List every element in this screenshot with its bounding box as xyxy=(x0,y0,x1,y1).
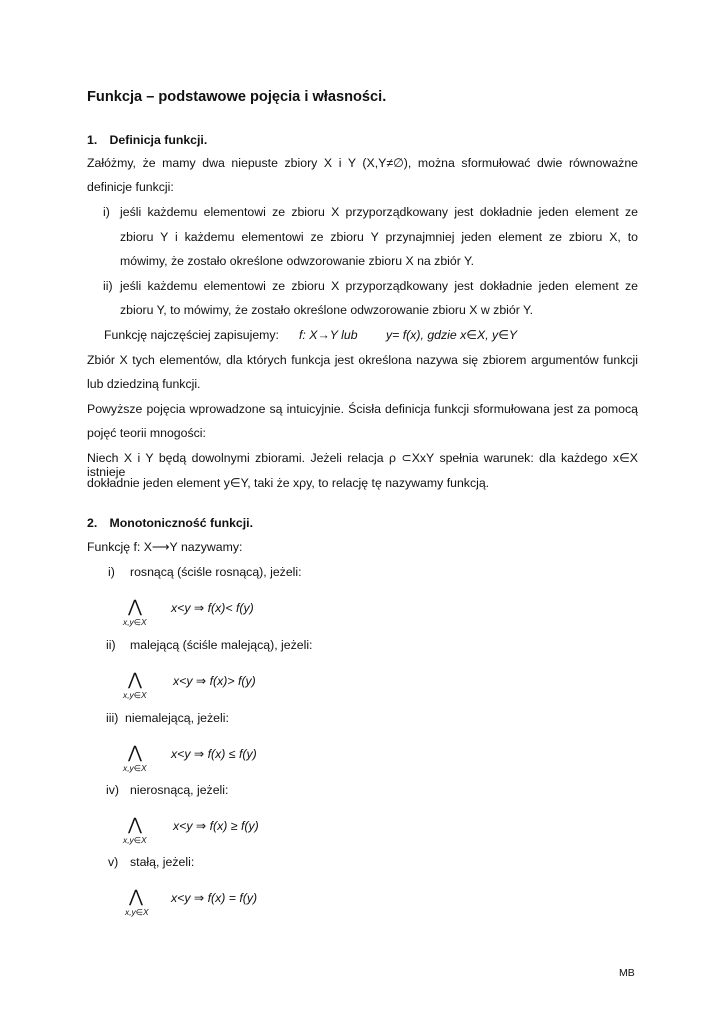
section-heading-definition: 1. Definicja funkcji. xyxy=(87,133,208,147)
quantifier-subscript: x,y∈X xyxy=(123,835,147,845)
monotonicity-formula: x<y ⇒ f(x) ≤ f(y) xyxy=(171,747,257,761)
quantifier-symbol: ⋀ xyxy=(128,670,142,689)
quantifier-symbol: ⋀ xyxy=(128,743,142,762)
monotonicity-intro: Funkcję f: X⟶Y nazywamy: xyxy=(87,540,243,554)
list-item-label: ii) xyxy=(103,279,113,293)
paragraph-intuitive: pojęć teorii mnogości: xyxy=(87,426,206,440)
monotonicity-formula: x<y ⇒ f(x)< f(y) xyxy=(171,601,254,615)
list-item-text: mówimy, że zostało określone odwzorowanie zbioru X na zbiór Y. xyxy=(120,254,475,268)
paragraph-domain: lub dziedziną funkcji. xyxy=(87,377,201,391)
paragraph-intuitive: Powyższe pojęcia wprowadzone są intuicyjnie. Ścisła definicja funkcji sformułowana jest za pomocą xyxy=(87,402,638,416)
list-item-text: niemalejącą, jeżeli: xyxy=(125,711,229,725)
list-item-text: malejącą (ściśle malejącą), jeżeli: xyxy=(130,638,313,652)
quantifier-subscript: x,y∈X xyxy=(123,690,147,700)
paragraph-relation: dokładnie jeden element y∈Y, taki że xρy, to relację tę nazywamy funkcją. xyxy=(87,476,490,490)
list-item-text: stałą, jeżeli: xyxy=(130,855,195,869)
list-item-text: rosnącą (ściśle rosnącą), jeżeli: xyxy=(130,565,302,579)
paragraph-relation: Niech X i Y będą dowolnymi zbiorami. Jeżeli relacja ρ ⊂XxY spełnia warunek: dla każdego x∈X istnieje xyxy=(87,451,638,479)
list-item-label: i) xyxy=(103,205,110,219)
notation-label: Funkcję najczęściej zapisujemy: xyxy=(104,328,279,342)
monotonicity-formula: x<y ⇒ f(x)> f(y) xyxy=(173,674,256,688)
list-item-label: iii) xyxy=(106,711,119,725)
footer-initials: MB xyxy=(619,967,635,979)
quantifier-symbol: ⋀ xyxy=(128,815,142,834)
section-heading-monotonicity: 2. Monotoniczność funkcji. xyxy=(87,516,254,530)
notation-formula: y= f(x), gdzie x∈X, y∈Y xyxy=(386,328,518,342)
paragraph-intro-line: Załóżmy, że mamy dwa niepuste zbiory X i Y (X,Y≠∅), można sformułować dwie równoważne xyxy=(87,156,638,170)
quantifier-subscript: x,y∈X xyxy=(125,907,149,917)
quantifier-symbol: ⋀ xyxy=(129,887,143,906)
monotonicity-formula: x<y ⇒ f(x) ≥ f(y) xyxy=(173,819,259,833)
list-item-text: jeśli każdemu elementowi ze zbioru X przyporządkowany jest dokładnie jeden element ze xyxy=(120,279,638,293)
list-item-label: v) xyxy=(108,855,119,869)
list-item-text: jeśli każdemu elementowi ze zbioru X przyporządkowany jest dokładnie jeden element ze xyxy=(120,205,638,219)
list-item-text: zbioru Y i każdemu elementowi ze zbioru Y przynajmniej jeden element ze zbioru X, to xyxy=(120,230,638,244)
list-item-label: ii) xyxy=(106,638,116,652)
quantifier-subscript: x,y∈X xyxy=(123,617,147,627)
list-item-text: nierosnącą, jeżeli: xyxy=(130,783,229,797)
page-title: Funkcja – podstawowe pojęcia i własności. xyxy=(87,89,387,105)
list-item-label: i) xyxy=(108,565,115,579)
list-item-text: zbioru Y, to mówimy, że zostało określone odwzorowanie zbioru X w zbiór Y. xyxy=(120,303,534,317)
notation-formula: f: X→Y lub xyxy=(299,328,358,342)
quantifier-subscript: x,y∈X xyxy=(123,763,147,773)
quantifier-symbol: ⋀ xyxy=(128,597,142,616)
paragraph-domain: Zbiór X tych elementów, dla których funkcja jest określona nazywa się zbiorem argumentów funkcji xyxy=(87,353,638,367)
paragraph-intro-line: definicje funkcji: xyxy=(87,180,174,194)
monotonicity-formula: x<y ⇒ f(x) = f(y) xyxy=(171,891,258,905)
list-item-label: iv) xyxy=(106,783,119,797)
